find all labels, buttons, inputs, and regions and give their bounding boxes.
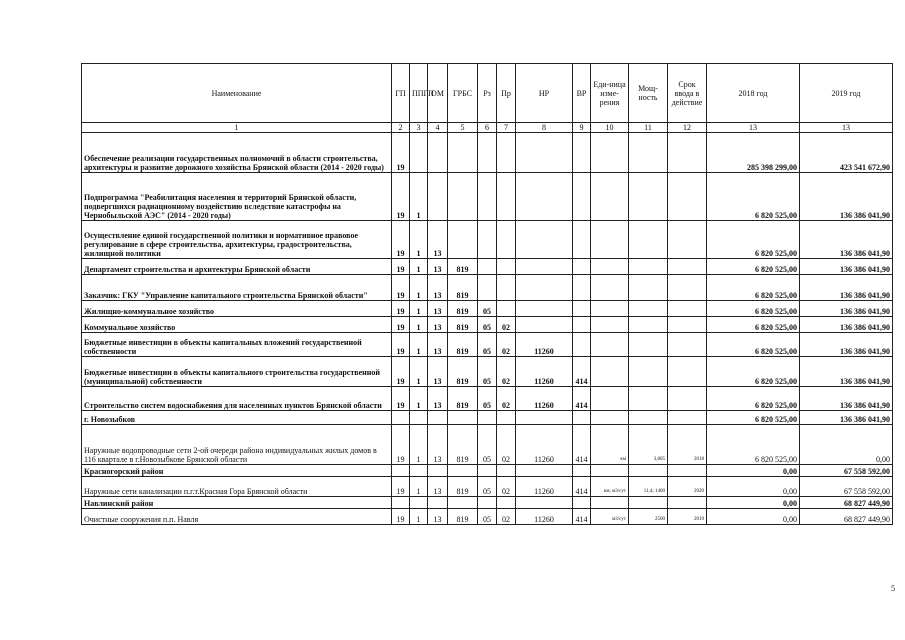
cell-nr bbox=[516, 259, 573, 275]
cell-vr bbox=[573, 301, 591, 317]
cell-rz: 05 bbox=[478, 387, 497, 411]
cell-grbs: 819 bbox=[448, 317, 478, 333]
cell-power bbox=[629, 497, 668, 509]
cell-vr bbox=[573, 133, 591, 173]
table-row bbox=[82, 221, 893, 259]
cell-unit bbox=[591, 173, 629, 221]
cell-unit: км, м3/сут bbox=[591, 477, 629, 497]
cell-unit bbox=[591, 411, 629, 425]
cell-y2018: 6 820 525,00 bbox=[707, 221, 800, 259]
cell-vr bbox=[573, 221, 591, 259]
cell-grbs: 819 bbox=[448, 301, 478, 317]
cell-power bbox=[629, 317, 668, 333]
cell-rz bbox=[478, 173, 497, 221]
cell-vr bbox=[573, 411, 591, 425]
cell-pr: 02 bbox=[497, 357, 516, 387]
cell-name: Заказчик: ГКУ "Управление капитального строительства Брянской области" bbox=[82, 275, 392, 301]
cell-y2019: 136 386 041,90 bbox=[800, 173, 893, 221]
cell-y2018: 0,00 bbox=[707, 497, 800, 509]
cell-rz bbox=[478, 497, 497, 509]
cell-vr bbox=[573, 497, 591, 509]
cell-gp: 19 bbox=[392, 173, 410, 221]
cell-power: 3,805 bbox=[629, 425, 668, 465]
cell-pr: 02 bbox=[497, 317, 516, 333]
cell-pr bbox=[497, 411, 516, 425]
cell-nr bbox=[516, 465, 573, 477]
cell-gp: 19 bbox=[392, 387, 410, 411]
cell-unit bbox=[591, 465, 629, 477]
cell-om: 13 bbox=[428, 275, 448, 301]
cell-gp: 19 bbox=[392, 221, 410, 259]
column-number: 12 bbox=[668, 123, 707, 133]
cell-gp bbox=[392, 497, 410, 509]
column-number: 13 bbox=[707, 123, 800, 133]
cell-term bbox=[668, 259, 707, 275]
table-row bbox=[82, 465, 893, 477]
cell-name: Бюджетные инвестиции в объекты капитальных вложений государственной собственности bbox=[82, 333, 392, 357]
cell-om: 13 bbox=[428, 221, 448, 259]
col-header-name: Наименование bbox=[82, 64, 392, 123]
cell-y2019: 136 386 041,90 bbox=[800, 275, 893, 301]
cell-term bbox=[668, 301, 707, 317]
cell-y2018: 0,00 bbox=[707, 509, 800, 525]
column-number: 1 bbox=[82, 123, 392, 133]
cell-y2019: 68 827 449,90 bbox=[800, 509, 893, 525]
cell-y2018: 0,00 bbox=[707, 477, 800, 497]
col-header-ppgp: ППГП bbox=[410, 64, 428, 123]
cell-vr: 414 bbox=[573, 425, 591, 465]
table-row bbox=[82, 477, 893, 497]
page-number: 5 bbox=[891, 584, 895, 593]
table-row bbox=[82, 411, 893, 425]
cell-y2018: 285 398 299,00 bbox=[707, 133, 800, 173]
table-row bbox=[82, 425, 893, 465]
cell-term bbox=[668, 497, 707, 509]
cell-grbs: 819 bbox=[448, 357, 478, 387]
column-number: 7 bbox=[497, 123, 516, 133]
cell-term bbox=[668, 387, 707, 411]
cell-term bbox=[668, 357, 707, 387]
cell-grbs bbox=[448, 221, 478, 259]
cell-term bbox=[668, 133, 707, 173]
cell-unit bbox=[591, 275, 629, 301]
cell-unit bbox=[591, 221, 629, 259]
col-header-gp: ГП bbox=[392, 64, 410, 123]
cell-ppgp bbox=[410, 133, 428, 173]
cell-unit: м3/сут bbox=[591, 509, 629, 525]
cell-power bbox=[629, 275, 668, 301]
cell-y2018: 6 820 525,00 bbox=[707, 173, 800, 221]
cell-om: 13 bbox=[428, 425, 448, 465]
cell-y2018: 6 820 525,00 bbox=[707, 333, 800, 357]
cell-nr: 11260 bbox=[516, 387, 573, 411]
cell-rz: 05 bbox=[478, 357, 497, 387]
cell-name: Департамент строительства и архитектуры Брянской области bbox=[82, 259, 392, 275]
table-row bbox=[82, 497, 893, 509]
table-row bbox=[82, 173, 893, 221]
table-row bbox=[82, 259, 893, 275]
cell-pr bbox=[497, 497, 516, 509]
cell-power: 2500 bbox=[629, 509, 668, 525]
cell-vr: 414 bbox=[573, 477, 591, 497]
column-number-row bbox=[82, 123, 893, 133]
cell-grbs: 819 bbox=[448, 477, 478, 497]
cell-unit bbox=[591, 301, 629, 317]
cell-name: г. Новозыбков bbox=[82, 411, 392, 425]
cell-om: 13 bbox=[428, 477, 448, 497]
cell-pr bbox=[497, 221, 516, 259]
cell-power bbox=[629, 301, 668, 317]
table-row bbox=[82, 333, 893, 357]
cell-y2019: 136 386 041,90 bbox=[800, 333, 893, 357]
cell-grbs: 819 bbox=[448, 509, 478, 525]
column-number: 5 bbox=[448, 123, 478, 133]
cell-nr: 11260 bbox=[516, 357, 573, 387]
cell-gp: 19 bbox=[392, 133, 410, 173]
cell-y2019: 136 386 041,90 bbox=[800, 317, 893, 333]
cell-power: 11,4; 1400 bbox=[629, 477, 668, 497]
cell-y2019: 136 386 041,90 bbox=[800, 221, 893, 259]
cell-power bbox=[629, 357, 668, 387]
cell-nr: 11260 bbox=[516, 425, 573, 465]
cell-pr bbox=[497, 465, 516, 477]
cell-vr bbox=[573, 317, 591, 333]
cell-name: Обеспечение реализации государственных полномочий в области строительства, архитектуры и развитие дорожного хозяйства Брянской области (2014 - 2020 годы) bbox=[82, 133, 392, 173]
cell-power bbox=[629, 387, 668, 411]
cell-gp bbox=[392, 411, 410, 425]
cell-name: Наружные сети канализации п.г.т.Красная Гора Брянской области bbox=[82, 477, 392, 497]
cell-gp: 19 bbox=[392, 317, 410, 333]
cell-gp: 19 bbox=[392, 357, 410, 387]
cell-unit bbox=[591, 497, 629, 509]
cell-y2019: 423 541 672,90 bbox=[800, 133, 893, 173]
table-row bbox=[82, 133, 893, 173]
cell-ppgp: 1 bbox=[410, 425, 428, 465]
cell-y2019: 0,00 bbox=[800, 425, 893, 465]
cell-pr bbox=[497, 173, 516, 221]
cell-grbs: 819 bbox=[448, 387, 478, 411]
column-number: 2 bbox=[392, 123, 410, 133]
column-number: 8 bbox=[516, 123, 573, 133]
cell-y2019: 136 386 041,90 bbox=[800, 387, 893, 411]
cell-pr: 02 bbox=[497, 509, 516, 525]
cell-rz bbox=[478, 259, 497, 275]
cell-name: Навлинский район bbox=[82, 497, 392, 509]
cell-pr: 02 bbox=[497, 387, 516, 411]
cell-gp: 19 bbox=[392, 275, 410, 301]
cell-vr: 414 bbox=[573, 357, 591, 387]
cell-name: Осуществление единой государственной политики и нормативное правовое регулирование в сфере строительства, архитектуры, градостроительства, жилищной политики bbox=[82, 221, 392, 259]
cell-term bbox=[668, 275, 707, 301]
cell-rz bbox=[478, 221, 497, 259]
cell-y2018: 6 820 525,00 bbox=[707, 275, 800, 301]
cell-y2019: 67 558 592,00 bbox=[800, 477, 893, 497]
cell-gp: 19 bbox=[392, 509, 410, 525]
cell-ppgp: 1 bbox=[410, 301, 428, 317]
cell-pr bbox=[497, 275, 516, 301]
cell-vr bbox=[573, 333, 591, 357]
cell-y2018: 6 820 525,00 bbox=[707, 357, 800, 387]
cell-ppgp bbox=[410, 411, 428, 425]
column-number: 11 bbox=[629, 123, 668, 133]
cell-ppgp: 1 bbox=[410, 357, 428, 387]
cell-nr bbox=[516, 275, 573, 301]
cell-term bbox=[668, 221, 707, 259]
column-number: 6 bbox=[478, 123, 497, 133]
cell-power bbox=[629, 259, 668, 275]
cell-rz bbox=[478, 465, 497, 477]
cell-om bbox=[428, 465, 448, 477]
cell-grbs: 819 bbox=[448, 333, 478, 357]
cell-power bbox=[629, 173, 668, 221]
cell-unit bbox=[591, 317, 629, 333]
cell-nr bbox=[516, 301, 573, 317]
cell-om bbox=[428, 133, 448, 173]
cell-name: Коммунальное хозяйство bbox=[82, 317, 392, 333]
cell-term: 2020 bbox=[668, 477, 707, 497]
col-header-nr: НР bbox=[516, 64, 573, 123]
cell-rz bbox=[478, 133, 497, 173]
cell-rz bbox=[478, 275, 497, 301]
cell-om bbox=[428, 173, 448, 221]
cell-gp: 19 bbox=[392, 477, 410, 497]
cell-gp: 19 bbox=[392, 425, 410, 465]
cell-pr: 02 bbox=[497, 333, 516, 357]
cell-unit bbox=[591, 333, 629, 357]
cell-y2018: 6 820 525,00 bbox=[707, 259, 800, 275]
cell-vr bbox=[573, 259, 591, 275]
cell-nr bbox=[516, 411, 573, 425]
table-row bbox=[82, 387, 893, 411]
cell-term: 2018 bbox=[668, 425, 707, 465]
cell-unit bbox=[591, 387, 629, 411]
cell-rz bbox=[478, 411, 497, 425]
cell-term bbox=[668, 173, 707, 221]
column-number: 9 bbox=[573, 123, 591, 133]
cell-unit bbox=[591, 133, 629, 173]
cell-ppgp: 1 bbox=[410, 387, 428, 411]
cell-om: 13 bbox=[428, 387, 448, 411]
cell-rz: 05 bbox=[478, 301, 497, 317]
cell-vr bbox=[573, 465, 591, 477]
cell-grbs bbox=[448, 411, 478, 425]
cell-term bbox=[668, 333, 707, 357]
cell-ppgp: 1 bbox=[410, 275, 428, 301]
cell-power bbox=[629, 411, 668, 425]
cell-name: Жилищно-коммунальное хозяйство bbox=[82, 301, 392, 317]
column-number: 13 bbox=[800, 123, 893, 133]
cell-vr: 414 bbox=[573, 387, 591, 411]
cell-power bbox=[629, 465, 668, 477]
cell-rz: 05 bbox=[478, 425, 497, 465]
cell-nr bbox=[516, 317, 573, 333]
col-header-vr: ВР bbox=[573, 64, 591, 123]
cell-y2018: 6 820 525,00 bbox=[707, 425, 800, 465]
cell-y2018: 6 820 525,00 bbox=[707, 387, 800, 411]
cell-nr bbox=[516, 133, 573, 173]
cell-grbs: 819 bbox=[448, 275, 478, 301]
col-header-2019: 2019 год bbox=[800, 64, 893, 123]
cell-name: Наружные водопроводные сети 2-ой очереди района индивидуальных жилых домов в 116 квартале в г.Новозыбкове Брянской области bbox=[82, 425, 392, 465]
cell-grbs bbox=[448, 497, 478, 509]
cell-nr bbox=[516, 497, 573, 509]
cell-y2019: 136 386 041,90 bbox=[800, 357, 893, 387]
cell-om: 13 bbox=[428, 317, 448, 333]
cell-unit: км bbox=[591, 425, 629, 465]
col-header-grbs: ГРБС bbox=[448, 64, 478, 123]
cell-y2018: 6 820 525,00 bbox=[707, 317, 800, 333]
cell-ppgp: 1 bbox=[410, 509, 428, 525]
cell-unit bbox=[591, 259, 629, 275]
cell-om: 13 bbox=[428, 509, 448, 525]
cell-om: 13 bbox=[428, 333, 448, 357]
cell-name: Красногорский район bbox=[82, 465, 392, 477]
cell-name: Очистные сооружения п.п. Навля bbox=[82, 509, 392, 525]
cell-ppgp bbox=[410, 465, 428, 477]
cell-y2019: 67 558 592,00 bbox=[800, 465, 893, 477]
cell-ppgp bbox=[410, 497, 428, 509]
cell-ppgp: 1 bbox=[410, 333, 428, 357]
cell-power bbox=[629, 333, 668, 357]
cell-y2018: 6 820 525,00 bbox=[707, 301, 800, 317]
col-header-unit: Еди-ница изме-рения bbox=[591, 64, 629, 123]
table-row bbox=[82, 509, 893, 525]
cell-ppgp: 1 bbox=[410, 477, 428, 497]
cell-pr bbox=[497, 133, 516, 173]
col-header-power: Мощ-ность bbox=[629, 64, 668, 123]
cell-rz: 05 bbox=[478, 509, 497, 525]
col-header-2018: 2018 год bbox=[707, 64, 800, 123]
cell-y2019: 136 386 041,90 bbox=[800, 411, 893, 425]
cell-y2018: 6 820 525,00 bbox=[707, 411, 800, 425]
cell-power bbox=[629, 133, 668, 173]
cell-grbs bbox=[448, 465, 478, 477]
table-row bbox=[82, 275, 893, 301]
cell-om: 13 bbox=[428, 301, 448, 317]
cell-vr: 414 bbox=[573, 509, 591, 525]
cell-name: Бюджетные инвестиции в объекты капитального строительства государственной (муниципальной) собственности bbox=[82, 357, 392, 387]
col-header-term: Срок ввода в действие bbox=[668, 64, 707, 123]
cell-nr bbox=[516, 173, 573, 221]
cell-name: Подпрограмма "Реабилитация населения и территорий Брянской области, подвергшихся радиационному воздействию вследствие катастрофы на Чернобыльской АЭС" (2014 - 2020 годы) bbox=[82, 173, 392, 221]
cell-gp bbox=[392, 465, 410, 477]
col-header-om: ОМ bbox=[428, 64, 448, 123]
cell-grbs bbox=[448, 133, 478, 173]
cell-pr: 02 bbox=[497, 477, 516, 497]
column-number: 4 bbox=[428, 123, 448, 133]
cell-rz: 05 bbox=[478, 333, 497, 357]
col-header-pr: Пр bbox=[497, 64, 516, 123]
cell-ppgp: 1 bbox=[410, 221, 428, 259]
cell-power bbox=[629, 221, 668, 259]
cell-term bbox=[668, 411, 707, 425]
cell-name: Строительство систем водоснабжения для населенных пунктов Брянской области bbox=[82, 387, 392, 411]
cell-pr bbox=[497, 301, 516, 317]
table-row bbox=[82, 301, 893, 317]
cell-om bbox=[428, 411, 448, 425]
cell-nr: 11260 bbox=[516, 477, 573, 497]
cell-y2019: 68 827 449,90 bbox=[800, 497, 893, 509]
cell-nr: 11260 bbox=[516, 509, 573, 525]
cell-term bbox=[668, 465, 707, 477]
column-number: 3 bbox=[410, 123, 428, 133]
cell-ppgp: 1 bbox=[410, 259, 428, 275]
cell-vr bbox=[573, 173, 591, 221]
cell-nr: 11260 bbox=[516, 333, 573, 357]
cell-grbs: 819 bbox=[448, 425, 478, 465]
cell-vr bbox=[573, 275, 591, 301]
cell-gp: 19 bbox=[392, 301, 410, 317]
cell-grbs bbox=[448, 173, 478, 221]
column-number: 10 bbox=[591, 123, 629, 133]
cell-ppgp: 1 bbox=[410, 317, 428, 333]
cell-term: 2019 bbox=[668, 509, 707, 525]
cell-pr: 02 bbox=[497, 425, 516, 465]
cell-gp: 19 bbox=[392, 259, 410, 275]
table-row bbox=[82, 317, 893, 333]
cell-gp: 19 bbox=[392, 333, 410, 357]
cell-y2019: 136 386 041,90 bbox=[800, 301, 893, 317]
cell-nr bbox=[516, 221, 573, 259]
col-header-rz: Рз bbox=[478, 64, 497, 123]
cell-om: 13 bbox=[428, 259, 448, 275]
cell-y2019: 136 386 041,90 bbox=[800, 259, 893, 275]
cell-term bbox=[668, 317, 707, 333]
cell-y2018: 0,00 bbox=[707, 465, 800, 477]
cell-rz: 05 bbox=[478, 477, 497, 497]
cell-rz: 05 bbox=[478, 317, 497, 333]
table-row bbox=[82, 357, 893, 387]
cell-grbs: 819 bbox=[448, 259, 478, 275]
cell-om bbox=[428, 497, 448, 509]
header-row bbox=[82, 64, 893, 123]
cell-pr bbox=[497, 259, 516, 275]
cell-om: 13 bbox=[428, 357, 448, 387]
cell-ppgp: 1 bbox=[410, 173, 428, 221]
budget-table bbox=[81, 63, 893, 525]
cell-unit bbox=[591, 357, 629, 387]
